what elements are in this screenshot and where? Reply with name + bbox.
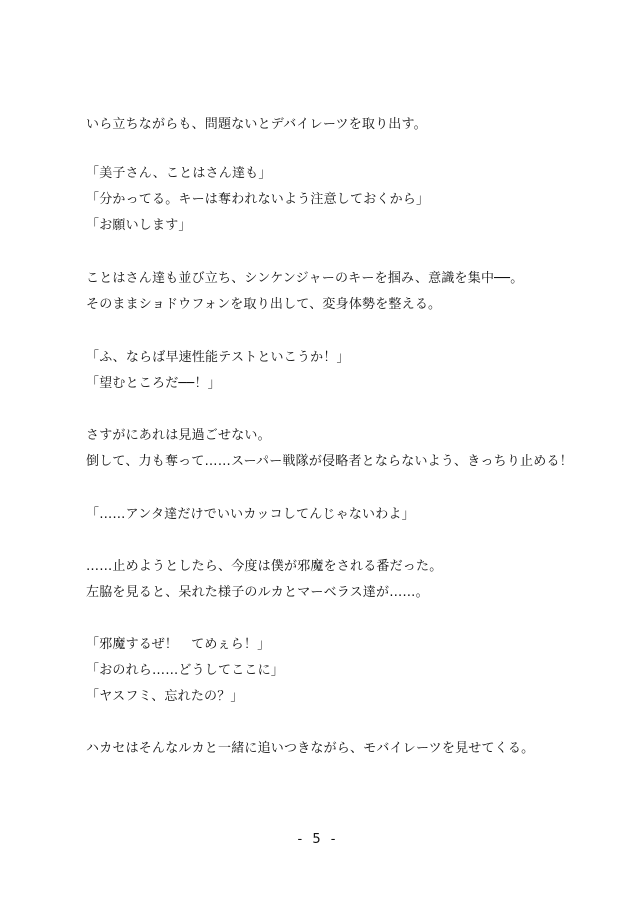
page-number: - 5 - <box>297 832 339 847</box>
text-line: さすがにあれは見過ごせない。 <box>86 428 271 443</box>
text-line: 「ヤスフミ、忘れたの？」 <box>86 689 244 704</box>
text-line: 左脇を見ると、呆れた様子のルカとマーベラス達が……。 <box>86 585 429 600</box>
text-line: 「望むところだ──！」 <box>86 376 221 391</box>
text-line: 倒して、力も奪って……スーパー戦隊が侵略者とならないよう、きっちり止める！ <box>86 454 573 469</box>
text-line: 「邪魔するぜ！ てめぇら！」 <box>86 637 271 652</box>
text-line: 「美子さん、ことはさん達も」 <box>86 166 272 181</box>
text-line: ……止めようとしたら、今度は僕が邪魔をされる番だった。 <box>86 559 443 574</box>
text-line: 「ふ、ならば早速性能テストといこうか！」 <box>86 350 350 365</box>
text-line: 「おのれら……どうしてここに」 <box>86 663 285 678</box>
text-line: そのままショドウフォンを取り出して、変身体勢を整える。 <box>86 297 442 312</box>
text-line: 「お願いします」 <box>86 218 192 233</box>
text-line: ことはさん達も並び立ち、シンケンジャーのキーを掴み、意識を集中──。 <box>86 271 524 286</box>
text-line: いら立ちながらも、問題ないとデバイレーツを取り出す。 <box>86 117 427 132</box>
text-line: ハカセはそんなルカと一緒に追いつきながら、モバイレーツを見せてくる。 <box>86 741 535 756</box>
text-line: 「分かってる。キーは奪われないよう注意しておくから」 <box>86 192 430 207</box>
text-line: 「……アンタ達だけでいいカッコしてんじゃないわよ」 <box>86 507 415 522</box>
